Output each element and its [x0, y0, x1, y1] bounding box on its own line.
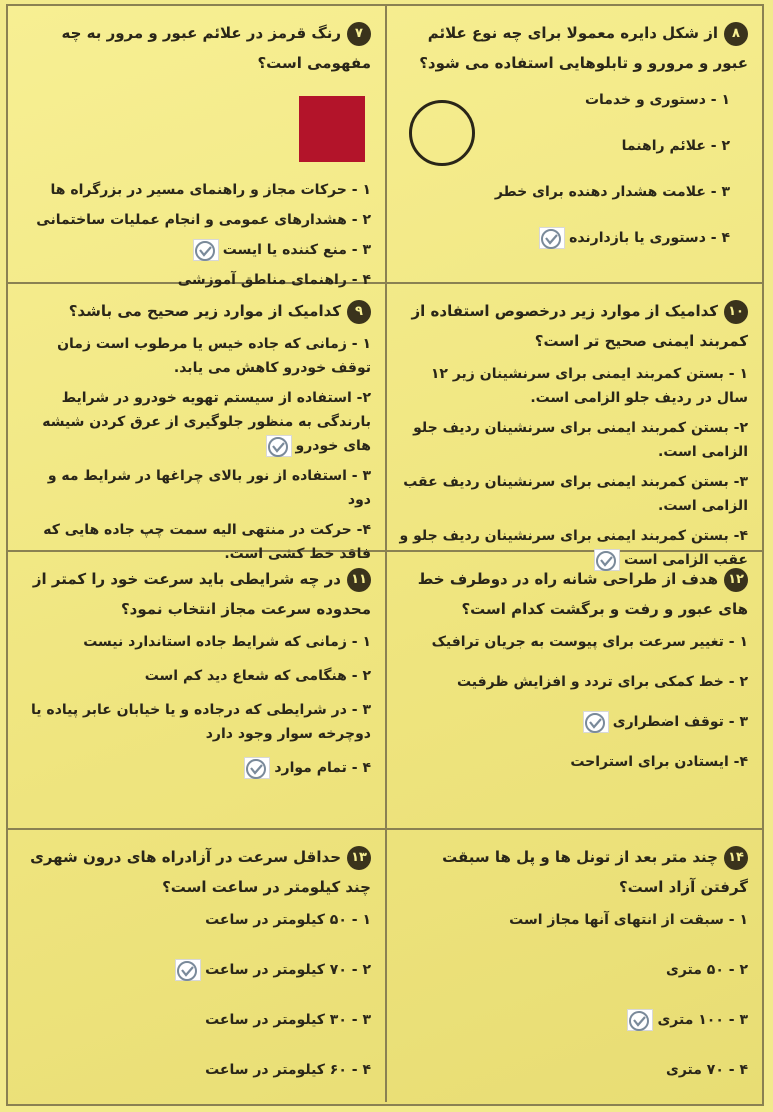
question-title [20, 564, 371, 624]
check-mark-icon [539, 227, 565, 249]
option-1[interactable]: ۱ - زمانی که جاده خیس یا مرطوب است زمان توقف خودرو کاهش می یابد. [57, 336, 371, 376]
question-number: ۹ [347, 300, 371, 324]
option-3[interactable]: ۳ - منع کننده یا ایست [20, 238, 371, 262]
question-number: ۷ [347, 22, 371, 46]
option-4[interactable]: ۴- ایستادن برای استراحت [570, 754, 748, 770]
question-number: ۱۴ [724, 846, 748, 870]
question-number: ۱۰ [724, 300, 748, 324]
option-2[interactable]: ۲ - خط کمکی برای تردد و افزایش ظرفیت [456, 674, 748, 690]
check-mark-icon [627, 1009, 653, 1031]
question-text: رنگ قرمز در علائم عبور و مرور به چه مفهومی است؟ [61, 24, 371, 72]
question-13 [8, 830, 385, 1102]
question-title [399, 18, 748, 78]
check-mark-icon [244, 757, 270, 779]
option-2[interactable]: ۲ - هنگامی که شعاع دید کم است [144, 668, 371, 684]
question-7 [8, 6, 385, 288]
option-3[interactable]: ۳ - در شرایطی که درجاده و یا خیابان عابر پیاده یا دوچرخه سوار وجود دارد [31, 702, 371, 742]
question-title [399, 842, 748, 902]
option-3[interactable]: ۳ - ۳۰ کیلومتر در ساعت [205, 1012, 371, 1028]
question-number: ۱۳ [347, 846, 371, 870]
question-10 [385, 284, 762, 568]
question-number: ۱۲ [724, 568, 748, 592]
question-9 [8, 284, 385, 562]
red-color-swatch [299, 96, 365, 162]
question-text: هدف از طراحی شانه راه در دوطرف خط های عبور و رفت و برگشت کدام است؟ [417, 570, 748, 618]
option-1[interactable]: ۱ - حرکات مجاز و راهنمای مسیر در بزرگراه ها [50, 182, 371, 198]
option-4[interactable]: ۴ - تمام موارد [20, 756, 371, 780]
check-mark-icon [175, 959, 201, 981]
options-list [399, 630, 748, 774]
question-number: ۱۱ [347, 568, 371, 592]
option-2[interactable]: ۲- بستن کمربند ایمنی برای سرنشینان ردیف جلو الزامی است. [413, 420, 748, 460]
question-text: چند متر بعد از تونل ها و پل ها سبقت گرفتن آزاد است؟ [442, 848, 748, 896]
question-title [399, 564, 748, 624]
question-title [399, 296, 748, 356]
question-number: ۸ [724, 22, 748, 46]
option-2[interactable]: ۲ - علائم راهنما [621, 138, 730, 154]
option-1[interactable]: ۱ - سبقت از انتهای آنها مجاز است [509, 912, 748, 928]
option-1[interactable]: ۱ - ۵۰ کیلومتر در ساعت [205, 912, 371, 928]
question-8 [385, 6, 762, 284]
question-11 [8, 552, 385, 830]
question-text: کدامیک از موارد زیر درخصوص استفاده از کمربند ایمنی صحیح تر است؟ [411, 302, 748, 350]
question-text: از شکل دایره معمولا برای چه نوع علائم عبور و مرورو و تابلوهایی استفاده می شود؟ [419, 24, 748, 72]
circle-sign-figure [409, 100, 475, 166]
option-3[interactable]: ۳ - توقف اضطراری [399, 710, 748, 734]
question-text: در چه شرایطی باید سرعت خود را کمتر از محدوده سرعت مجاز انتخاب نمود؟ [32, 570, 371, 618]
option-2[interactable]: ۲ - ۷۰ کیلومتر در ساعت [20, 958, 371, 982]
options-list [20, 908, 371, 1082]
option-4[interactable]: ۴ - ۶۰ کیلومتر در ساعت [205, 1062, 371, 1078]
option-2[interactable]: ۲ - هشدارهای عمومی و انجام عملیات ساختمانی [36, 212, 371, 228]
check-mark-icon [193, 239, 219, 261]
options-list [20, 630, 371, 780]
option-4[interactable]: ۴ - دستوری یا بازدارنده [399, 226, 730, 250]
options-list [399, 362, 748, 572]
option-2[interactable]: ۲ - ۵۰ متری [666, 962, 748, 978]
question-title [20, 296, 371, 326]
option-3[interactable]: ۳ - ۱۰۰ متری [399, 1008, 748, 1032]
question-title [20, 18, 371, 78]
option-4[interactable]: ۴ - ۷۰ متری [666, 1062, 748, 1078]
options-list [20, 332, 371, 566]
option-3[interactable]: ۳- بستن کمربند ایمنی برای سرنشینان ردیف عقب الزامی است. [403, 474, 748, 514]
question-title [20, 842, 371, 902]
option-2[interactable]: ۲- استفاده از سیستم تهویه خودرو در شرایط بارندگی به منظور جلوگیری از عرق کردن شیشه های خودرو [20, 386, 371, 458]
options-list [20, 178, 371, 292]
option-1[interactable]: ۱ - تغییر سرعت برای پیوست به جریان ترافیک [431, 634, 748, 650]
check-mark-icon [266, 435, 292, 457]
option-3[interactable]: ۳ - استفاده از نور بالای چراغها در شرایط مه و دود [47, 468, 371, 508]
option-4[interactable]: ۴ - راهنمای مناطق آموزشی [177, 272, 371, 288]
question-text: حداقل سرعت در آزادراه های درون شهری چند کیلومتر در ساعت است؟ [30, 848, 371, 896]
question-14 [385, 830, 762, 1102]
option-4[interactable]: ۴- حرکت در منتهی الیه سمت چپ جاده هایی که فاقد خط کشی است. [43, 522, 371, 562]
option-1[interactable]: ۱ - بستن کمربند ایمنی برای سرنشینان زیر ۱۲ سال در ردیف جلو الزامی است. [430, 366, 748, 406]
question-12 [385, 552, 762, 830]
options-list [399, 908, 748, 1082]
question-text: کدامیک از موارد زیر صحیح می باشد؟ [68, 302, 341, 320]
option-1[interactable]: ۱ - دستوری و خدمات [584, 92, 730, 108]
quiz-sheet [6, 4, 764, 1106]
check-mark-icon [583, 711, 609, 733]
option-1[interactable]: ۱ - زمانی که شرایط جاده استاندارد نیست [83, 634, 371, 650]
option-3[interactable]: ۳ - علامت هشدار دهنده برای خطر [494, 184, 730, 200]
option-4[interactable]: ۴- بستن کمربند ایمنی برای سرنشینان ردیف جلو و عقب الزامی است [399, 524, 748, 572]
